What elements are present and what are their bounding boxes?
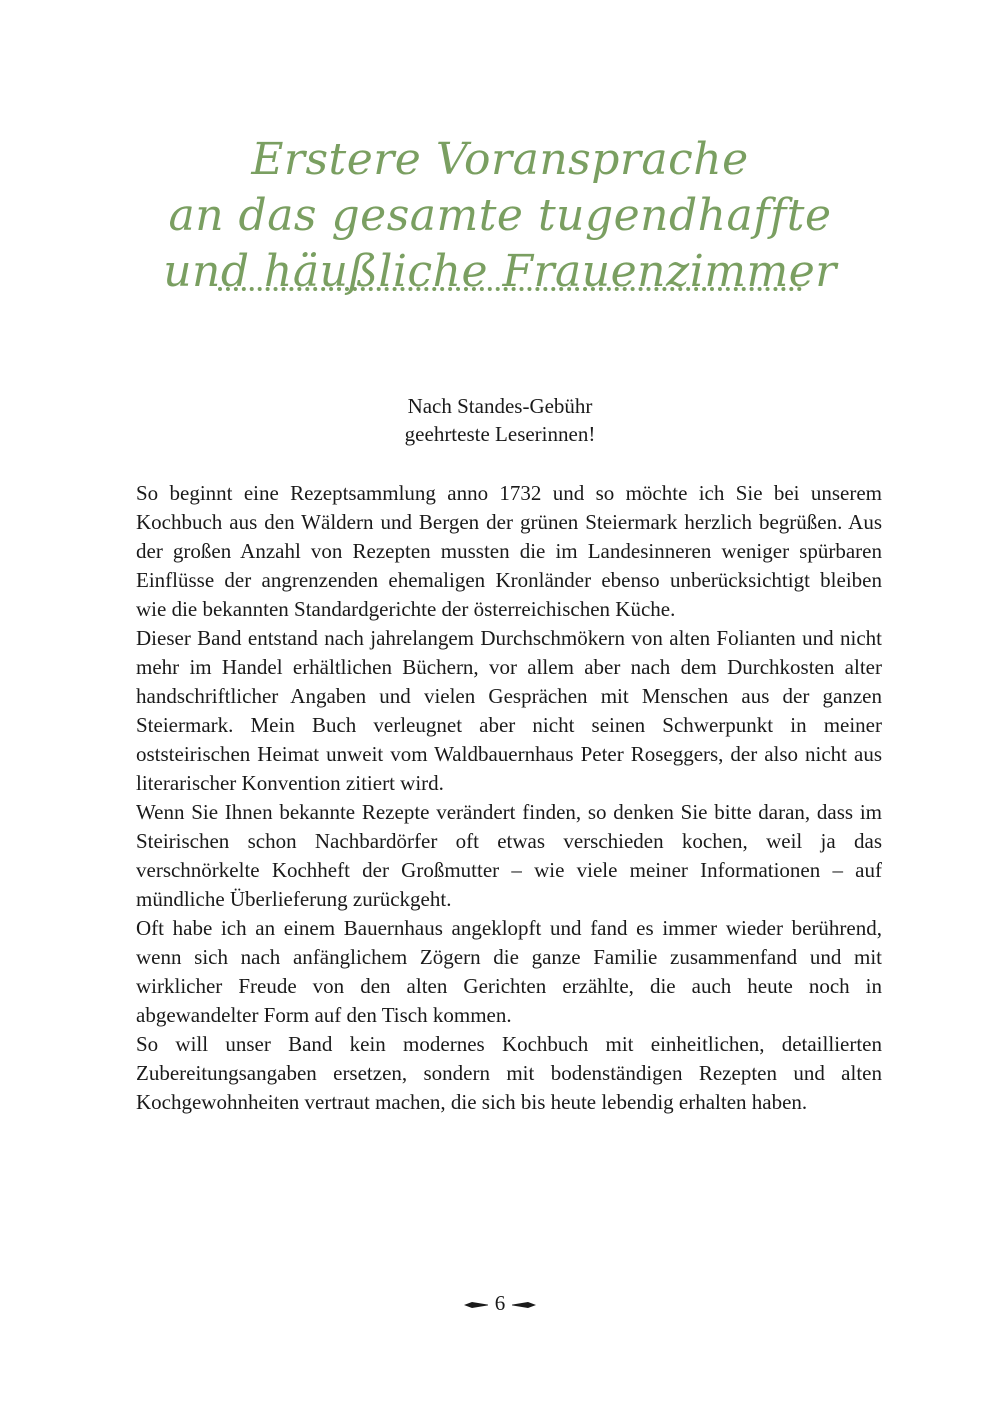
body-paragraph: Dieser Band entstand nach jahrelangem Durchschmökern von alten Folianten und nicht mehr im Handel erhältlichen Büchern, vor allem aber nach dem Durchkosten alter handschriftlicher Angaben und vielen Gesprächen mit Menschen aus der ganzen Steiermark. Mein Buch verleugnet aber nicht seinen Schwerpunkt in meiner oststeirischen Heimat unweit vom Waldbauernhaus Peter Roseggers, der also nicht aus literarischer Konvention zitiert wird. xyxy=(136,626,882,795)
body-paragraph: Wenn Sie Ihnen bekannte Rezepte verändert finden, so denken Sie bitte daran, dass im Steirischen schon Nachbardörfer oft etwas verschieden kochen, weil ja das verschnörkelte Kochheft der Großmutter – wie viele meiner Informationen – auf mündliche Überlieferung zurückgeht. xyxy=(136,800,882,911)
body-text xyxy=(136,479,882,1117)
chapter-title xyxy=(150,132,850,300)
salutation-line-1: Nach Standes-Gebühr xyxy=(407,394,593,418)
body-paragraph: Oft habe ich an einem Bauernhaus angeklopft und fand es immer wieder berührend, wenn sich nach anfänglichem Zögern die ganze Familie zusammenfand und mit wirklicher Freude von den alten Gerichten erzählte, die auch heute noch in abgewandelter Form auf den Tisch kommen. xyxy=(136,916,882,1027)
body-paragraph: So beginnt eine Rezeptsammlung anno 1732 und so möchte ich Sie bei unserem Kochbuch aus den Wäldern und Bergen der grünen Steiermark herzlich begrüßen. Aus der großen Anzahl von Rezepten mussten die im Landesinneren weniger spürbaren Einflüsse der angrenzenden ehemaligen Kronländer ebenso unberücksichtigt bleiben wie die bekannten Standardgerichte der österreichischen Küche. xyxy=(136,481,882,621)
left-ornament-icon xyxy=(463,1300,489,1310)
right-ornament-icon xyxy=(511,1300,537,1310)
salutation-line-2: geehrteste Leserinnen! xyxy=(404,422,596,446)
salutation xyxy=(0,392,1000,448)
page-number-value: 6 xyxy=(494,1291,506,1315)
chapter-title-line-1: Erstere Voransprache xyxy=(251,134,749,185)
chapter-title-line-3: und häußliche Frauenzimmer xyxy=(163,246,837,297)
body-paragraph: So will unser Band kein modernes Kochbuch mit einheitlichen, detaillierten Zubereitungsangaben ersetzen, sondern mit bodenständigen Rezepten und alten Kochgewohnheiten vertraut machen, die sich bis heute lebendig erhalten haben. xyxy=(136,1032,882,1114)
chapter-title-line-2: an das gesamte tugendhaffte xyxy=(168,190,832,241)
title-dotted-divider xyxy=(218,287,802,291)
page-number xyxy=(0,1289,1000,1317)
